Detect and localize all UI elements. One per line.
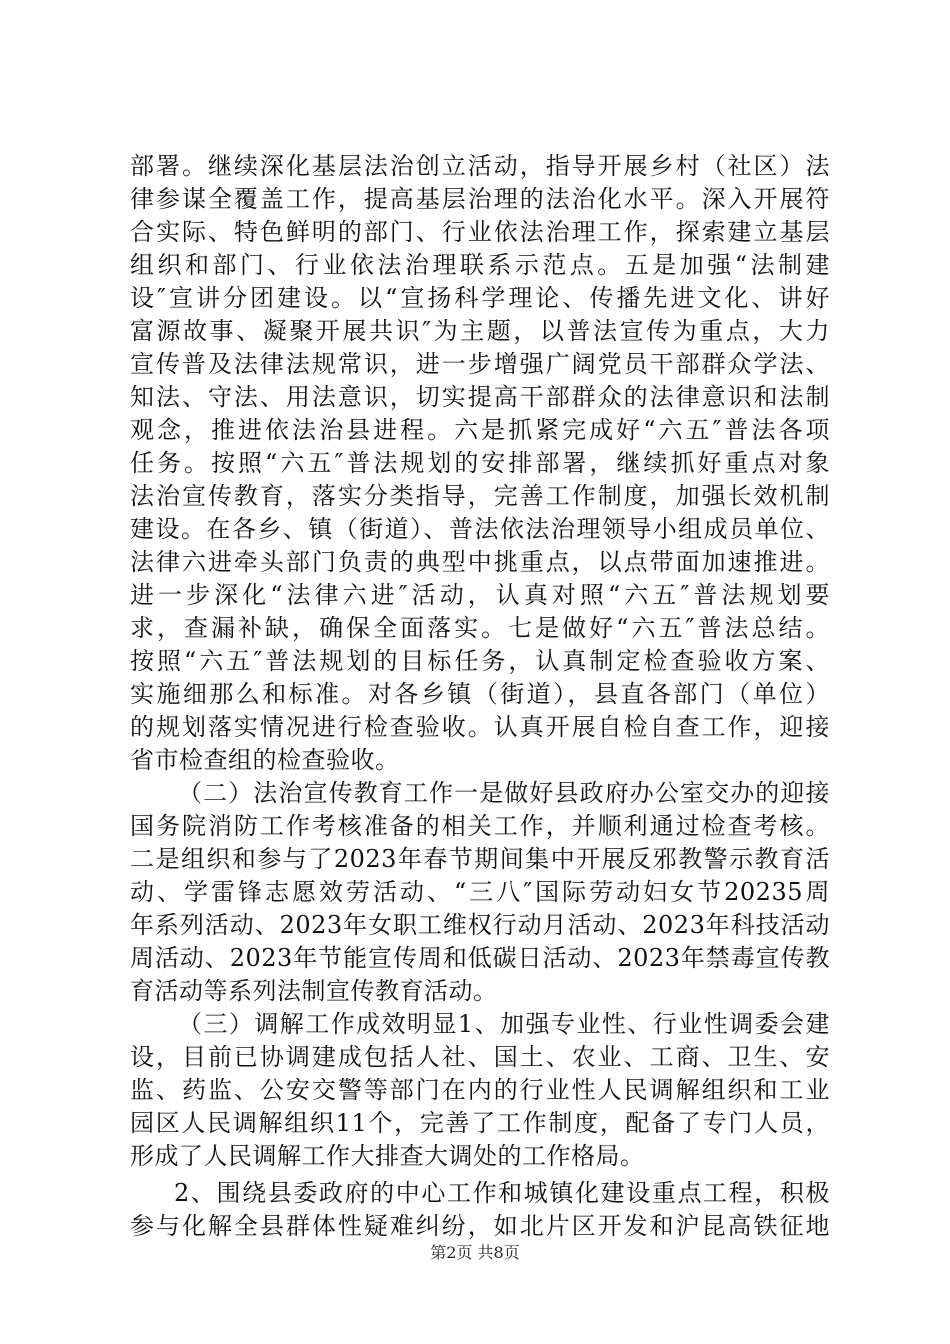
text-line: 任务。按照“六五″普法规划的安排部署，继续抓好重点对象 bbox=[130, 449, 830, 477]
text-line: 设，目前已协调建成包括人社、国土、农业、工商、卫生、安 bbox=[130, 1043, 830, 1071]
text-line: （二）法治宣传教育工作一是做好县政府办公室交办的迎接 bbox=[178, 779, 830, 807]
text-line: 设″宣讲分团建设。以“宣扬科学理论、传播先进文化、讲好 bbox=[130, 284, 830, 312]
text-line: 求，查漏补缺，确保全面落实。七是做好“六五″普法总结。 bbox=[130, 614, 830, 642]
page-footer: 第2页 共8页 bbox=[430, 1243, 520, 1262]
text-line: （三）调解工作成效明显1、加强专业性、行业性调委会建 bbox=[178, 1010, 830, 1038]
text-line: 周活动、2023年节能宣传周和低碳日活动、2023年禁毒宣传教 bbox=[130, 944, 830, 972]
text-line: 形成了人民调解工作大排查大调处的工作格局。 bbox=[130, 1142, 645, 1170]
text-line: 国务院消防工作考核准备的相关工作，并顺利通过检查考核。 bbox=[130, 812, 830, 840]
document-body bbox=[130, 150, 830, 1243]
text-line: 参与化解全县群体性疑难纠纷，如北片区开发和沪昆高铁征地 bbox=[130, 1212, 830, 1240]
text-line: 组织和部门、行业依法治理联系示范点。五是加强“法制建 bbox=[130, 251, 830, 279]
text-line: 法律六进牵头部门负责的典型中挑重点，以点带面加速推进。 bbox=[130, 548, 830, 576]
text-line: 建设。在各乡、镇（街道）、普法依法治理领导小组成员单位、 bbox=[130, 515, 830, 543]
paragraph-2 bbox=[130, 777, 830, 1008]
text-line: 观念，推进依法治县进程。六是抓紧完成好“六五″普法各项 bbox=[130, 416, 830, 444]
text-line: 2、围绕县委政府的中心工作和城镇化建设重点工程，积极 bbox=[174, 1179, 830, 1207]
text-line: 年系列活动、2023年女职工维权行动月活动、2023年科技活动 bbox=[130, 911, 830, 939]
text-line: 进一步深化“法律六进″活动，认真对照“六五″普法规划要 bbox=[130, 581, 830, 609]
text-line: 律参谋全覆盖工作，提高基层治理的法治化水平。深入开展符 bbox=[130, 185, 830, 213]
text-line: 二是组织和参与了2023年春节期间集中开展反邪教警示教育活 bbox=[130, 845, 830, 873]
text-line: 监、药监、公安交警等部门在内的行业性人民调解组织和工业 bbox=[130, 1076, 830, 1104]
text-line: 育活动等系列法制宣传教育活动。 bbox=[130, 977, 498, 1005]
text-line: 部署。继续深化基层法治创立活动，指导开展乡村（社区）法 bbox=[130, 152, 830, 180]
text-line: 动、学雷锋志愿效劳活动、“三八″国际劳动妇女节20235周 bbox=[130, 878, 830, 906]
text-line: 知法、守法、用法意识，切实提高干部群众的法律意识和法制 bbox=[130, 383, 830, 411]
text-line: 的规划落实情况进行检查验收。认真开展自检自查工作，迎接 bbox=[130, 713, 830, 741]
text-line: 宣传普及法律法规常识，进一步增强广阔党员干部群众学法、 bbox=[130, 350, 830, 378]
text-line: 合实际、特色鲜明的部门、行业依法治理工作，探索建立基层 bbox=[130, 218, 830, 246]
paragraph-1 bbox=[130, 150, 830, 777]
paragraph-4 bbox=[130, 1177, 830, 1243]
text-line: 富源故事、凝聚开展共识″为主题，以普法宣传为重点，大力 bbox=[130, 317, 830, 345]
text-line: 省市检查组的检查验收。 bbox=[130, 746, 400, 774]
paragraph-3 bbox=[130, 1008, 830, 1173]
text-line: 园区人民调解组织11个，完善了工作制度，配备了专门人员， bbox=[130, 1109, 830, 1137]
text-line: 按照“六五″普法规划的目标任务，认真制定检查验收方案、 bbox=[130, 647, 830, 675]
text-line: 法治宣传教育，落实分类指导，完善工作制度，加强长效机制 bbox=[130, 482, 830, 510]
text-line: 实施细那么和标准。对各乡镇（街道），县直各部门（单位） bbox=[130, 680, 830, 708]
